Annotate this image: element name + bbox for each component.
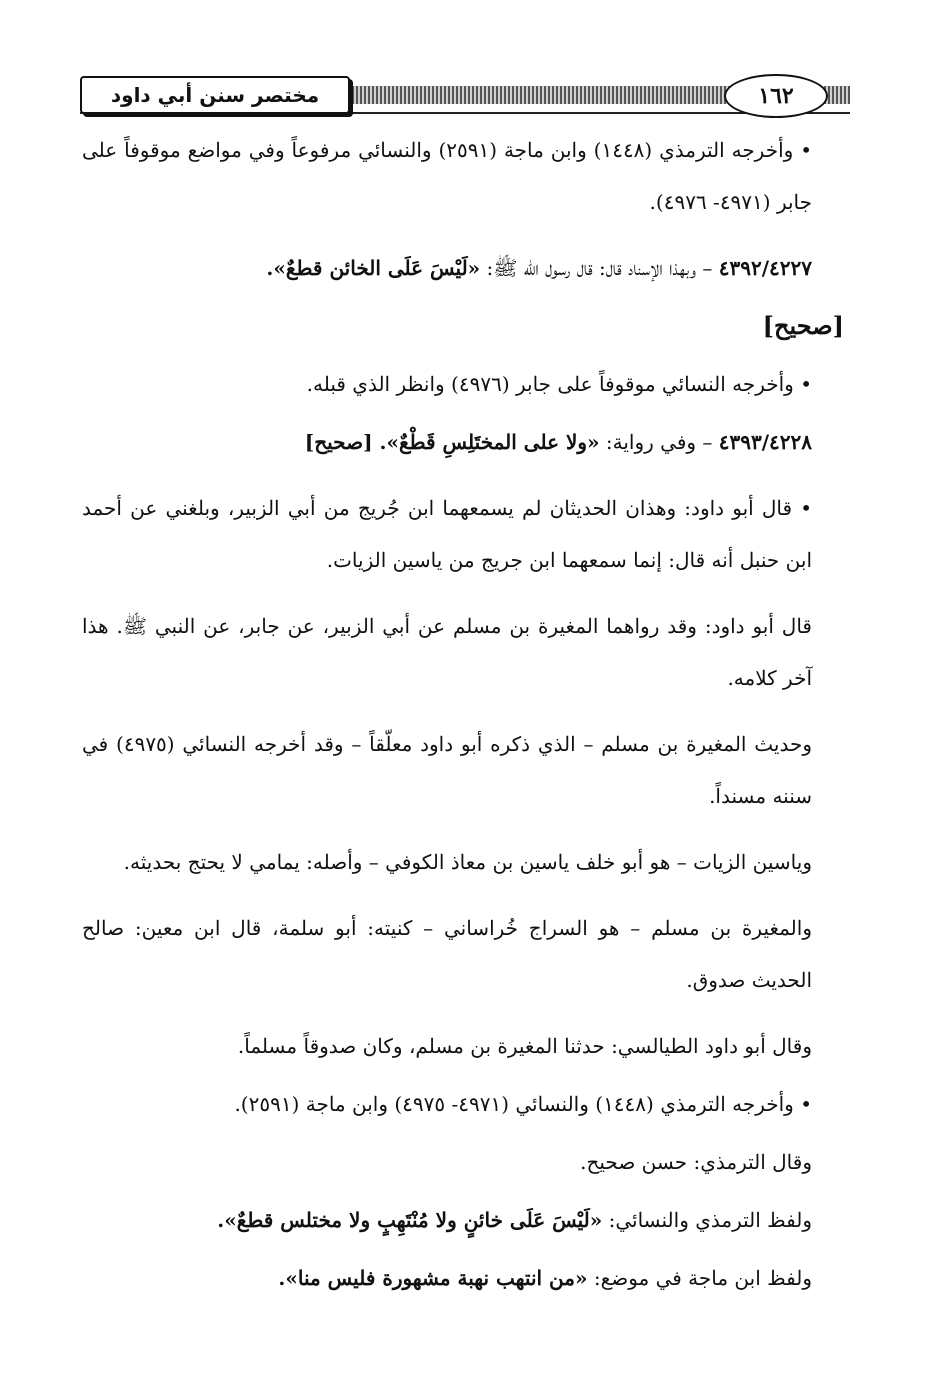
text: ولفظ الترمذي والنسائي: <box>602 1208 812 1232</box>
paragraph-8: وياسين الزيات – هو أبو خلف ياسين بن معاذ الكوفي – وأصله: يمامي لا يحتج بحديثه. <box>123 850 812 874</box>
hadith-4392 <box>82 242 844 294</box>
paragraph-5: • قال أبو داود: وهذان الحديثان لم يسمعهما ابن جُريج من أبي الزبير، وبلغني عن أحمد ابن حنبل أنه قال: إنما سمعهما ابن جريج من ياسين الزيات. <box>82 482 844 586</box>
running-header <box>80 74 850 122</box>
quote: «من انتهب نهبة مشهورة فليس منا». <box>278 1266 588 1290</box>
paragraph-13 <box>82 1194 844 1246</box>
grade-label: [صحيح] <box>762 311 844 340</box>
page-body <box>82 124 844 1310</box>
paragraph-11: • وأخرجه الترمذي (١٤٤٨) والنسائي (٤٩٧١- ٤٩٧٥) وابن ماجة (٢٥٩١). <box>82 1078 844 1130</box>
paragraph-14 <box>82 1252 844 1304</box>
grade-label: [صحيح] <box>304 430 380 454</box>
hadith-number: ٤٣٩٢/٤٢٢٧ <box>718 256 812 280</box>
paragraph-7: وحديث المغيرة بن مسلم – الذي ذكره أبو داود معلّقاً – وقد أخرجه النسائي (٤٩٧٥) في سننه مسنداً. <box>82 732 813 808</box>
paragraph-9: والمغيرة بن مسلم – هو السراج خُراساني – كنيته: أبو سلمة، قال ابن معين: صالح الحديث صدوق. <box>82 916 812 992</box>
book-title: مختصر سنن أبي داود <box>80 76 350 114</box>
hadith-quote: «ولا على المختَلِسِ قَطْعٌ». <box>379 430 600 454</box>
hadith-text: – وبهذا الإسناد قال: قال رسول الله ﷺ: <box>480 256 719 280</box>
paragraph-3: • وأخرجه النسائي موقوفاً على جابر (٤٩٧٦) وانظر الذي قبله. <box>82 358 844 410</box>
paragraph-12: وقال الترمذي: حسن صحيح. <box>580 1150 812 1174</box>
text: ولفظ ابن ماجة في موضع: <box>587 1266 812 1290</box>
paragraph-1: • وأخرجه الترمذي (١٤٤٨) وابن ماجة (٢٥٩١) والنسائي مرفوعاً وفي مواضع موقوفاً على جابر (٤٩٧١- ٤٩٧٦). <box>82 124 844 228</box>
paragraph-10: وقال أبو داود الطيالسي: حدثنا المغيرة بن مسلم، وكان صدوقاً مسلماً. <box>237 1034 812 1058</box>
paragraph-6: قال أبو داود: وقد رواهما المغيرة بن مسلم عن أبي الزبير، عن جابر، عن النبي ﷺ. هذا آخر كلامه. <box>82 614 812 690</box>
quote: «لَيْسَ عَلَى خائنٍ ولا مُنْتَهِبٍ ولا مختلس قطعٌ». <box>217 1208 603 1232</box>
page-number: ١٦٢ <box>724 74 828 118</box>
hadith-quote: «لَيْسَ عَلَى الخائن قطعٌ». <box>266 256 481 280</box>
hadith-4393 <box>82 416 844 468</box>
hadith-text: – وفي رواية: <box>599 430 719 454</box>
hadith-number: ٤٣٩٣/٤٢٢٨ <box>718 430 812 454</box>
